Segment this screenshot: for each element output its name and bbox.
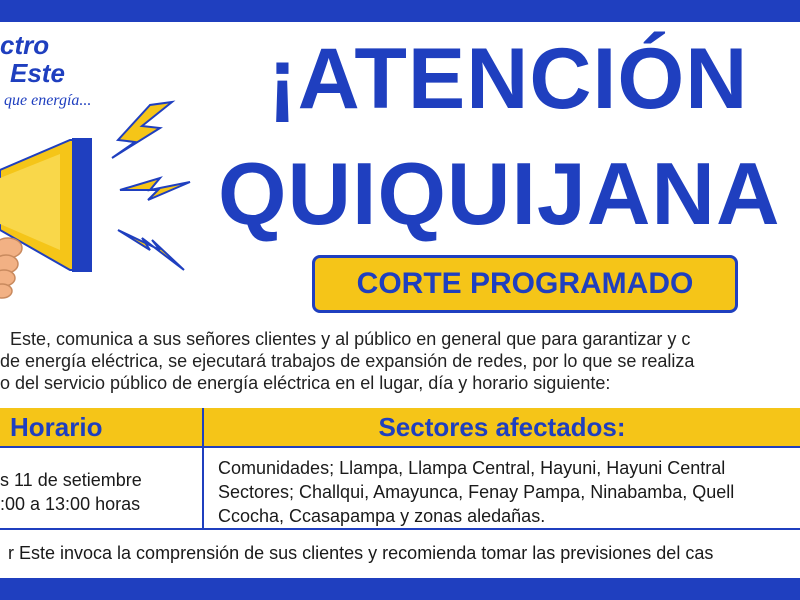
notice-line-1: Este, comunica a sus señores clientes y al público en general que para garantizar y c xyxy=(10,329,691,349)
footer-message: r Este invoca la comprensión de sus clientes y recomienda tomar las previsiones del cas xyxy=(8,543,714,563)
sectors-line-3: Ccocha, Ccasapampa y zonas aledañas. xyxy=(218,506,546,526)
table-header-sectors: Sectores afectados: xyxy=(204,408,800,448)
lightning-bolt-icon xyxy=(120,178,190,200)
sectors-line-2: Sectores; Challqui, Amayunca, Fenay Pampa, Ninabamba, Quell xyxy=(218,482,735,502)
notice-line-2: de energía eléctrica, se ejecutará trabajos de expansión de redes, por lo que se realiza xyxy=(0,351,695,371)
logo-text-line1: ctro xyxy=(0,30,50,60)
lightning-bolt-icon xyxy=(118,230,184,270)
schedule-hours: :00 a 13:00 horas xyxy=(0,494,141,514)
notice-paragraph xyxy=(0,328,800,394)
bottom-border-bar xyxy=(0,578,800,600)
headline-attention: ¡ATENCIÓN xyxy=(268,31,749,127)
top-border-bar xyxy=(0,0,800,22)
logo-text-line2: Este xyxy=(10,58,65,88)
table-header-schedule: Horario xyxy=(0,408,202,448)
sectors-line-1: Comunidades; Llampa, Llampa Central, Hayuni, Hayuni Central xyxy=(218,458,726,478)
megaphone-illustration xyxy=(0,100,220,310)
scheduled-outage-banner: CORTE PROGRAMADO xyxy=(312,255,738,313)
table-bottom-border xyxy=(0,528,800,530)
table-column-divider xyxy=(202,408,204,528)
schedule-cell xyxy=(0,468,200,516)
notice-line-3: o del servicio público de energía eléctrica en el lugar, día y horario siguiente: xyxy=(0,373,611,393)
headline-location: QUIQUIJANA xyxy=(218,144,781,243)
schedule-date: s 11 de setiembre xyxy=(0,470,142,490)
logo-tagline: que energía... xyxy=(4,92,92,109)
outage-schedule-table xyxy=(0,408,800,528)
hand-icon xyxy=(0,238,22,298)
sectors-cell xyxy=(218,456,800,528)
lightning-bolt-icon xyxy=(112,102,172,158)
